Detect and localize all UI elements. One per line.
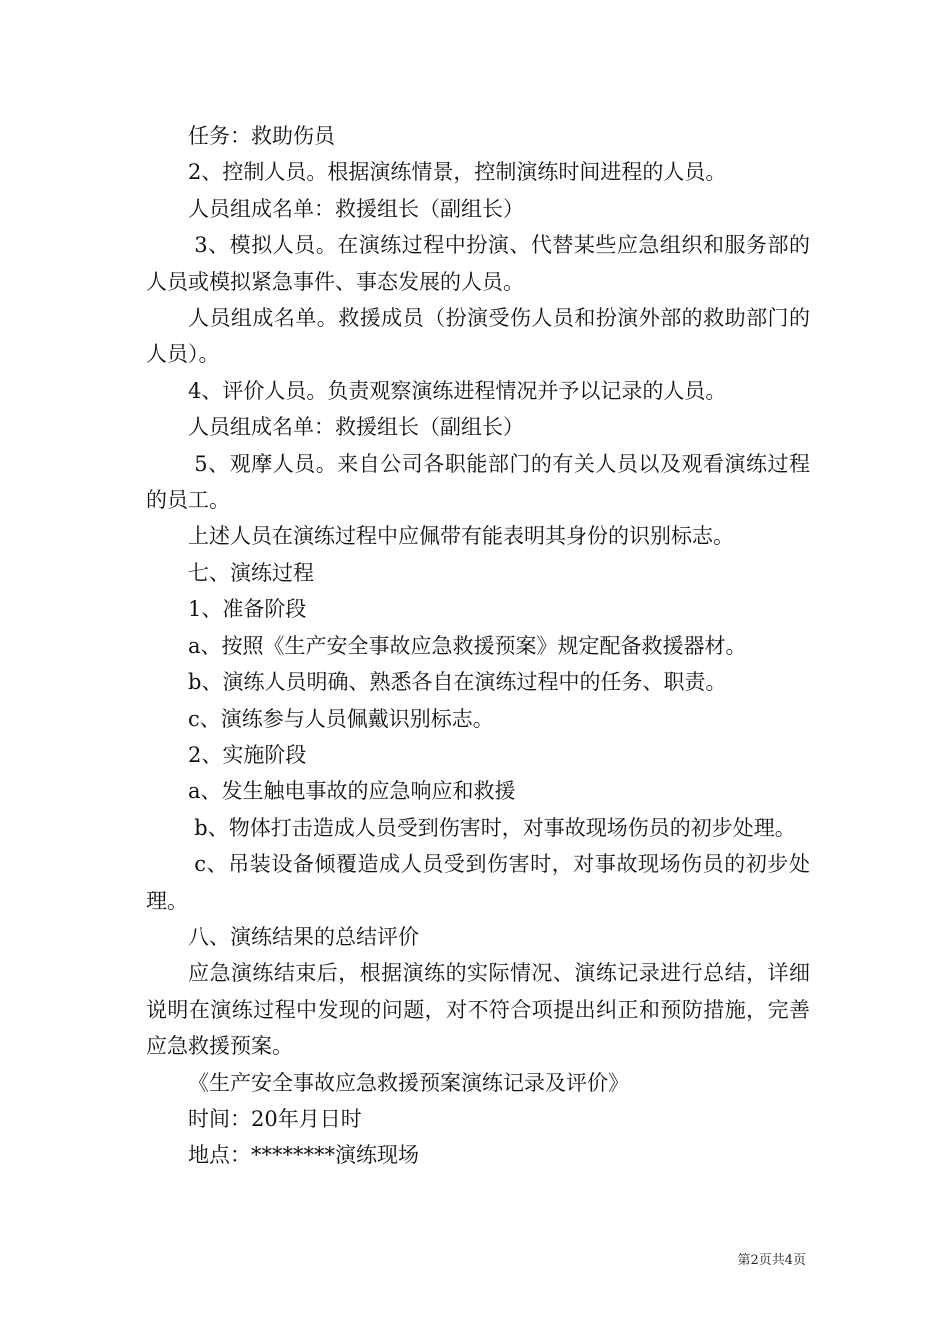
paragraph-observers: 5、观摩人员。来自公司各职能部门的有关人员以及观看演练过程的员工。: [146, 451, 810, 513]
page-number: 第2页共4页: [737, 1253, 806, 1268]
paragraph-control-roster: 人员组成名单：救援组长（副组长）: [188, 196, 524, 221]
record-title: 《生产安全事故应急救援预案演练记录及评价》: [188, 1070, 629, 1095]
paragraph-simulated-roster: 人员组成名单。救援成员（扮演受伤人员和扮演外部的救助部门的人员）。: [146, 306, 810, 367]
paragraph-task: 任务：救助伤员: [188, 124, 335, 148]
paragraph-evaluators: 4、评价人员。负责观察演练进程情况并予以记录的人员。: [188, 378, 727, 403]
paragraph-identification: 上述人员在演练过程中应佩带有能表明其身份的识别标志。: [188, 524, 734, 549]
paragraph-control-staff: 2、控制人员。根据演练情景，控制演练时间进程的人员。: [188, 160, 727, 185]
record-time: 时间：20年月日时: [188, 1106, 362, 1131]
list-item-prep-c: c、演练参与人员佩戴识别标志。: [188, 706, 494, 731]
record-location: 地点：********演练现场: [188, 1143, 419, 1168]
paragraph-simulated-staff: 3、模拟人员。在演练过程中扮演、代替某些应急组织和服务部的人员或模拟紧急事件、事态发展的人员。: [146, 233, 810, 294]
list-item-prep-a: a、按照《生产安全事故应急救援预案》规定配备救援器材。: [188, 633, 747, 658]
subheading-preparation: 1、准备阶段: [188, 597, 307, 622]
section-heading-drill-process: 七、演练过程: [188, 560, 314, 585]
list-item-impl-b: b、物体打击造成人员受到伤害时，对事故现场伤员的初步处理。: [194, 815, 796, 840]
list-item-prep-b: b、演练人员明确、熟悉各自在演练过程中的任务、职责。: [188, 670, 727, 695]
list-item-impl-c: c、吊装设备倾覆造成人员受到伤害时，对事故现场伤员的初步处理。: [146, 852, 810, 913]
section-heading-summary: 八、演练结果的总结评价: [188, 924, 419, 949]
document-body: [146, 118, 810, 1174]
list-item-impl-a: a、发生触电事故的应急响应和救援: [188, 779, 516, 804]
subheading-implementation: 2、实施阶段: [188, 742, 307, 767]
paragraph-summary: 应急演练结束后，根据演练的实际情况、演练记录进行总结，详细说明在演练过程中发现的问题，对不符合项提出纠正和预防措施，完善应急救援预案。: [146, 961, 810, 1059]
paragraph-evaluators-roster: 人员组成名单：救援组长（副组长）: [188, 415, 524, 440]
